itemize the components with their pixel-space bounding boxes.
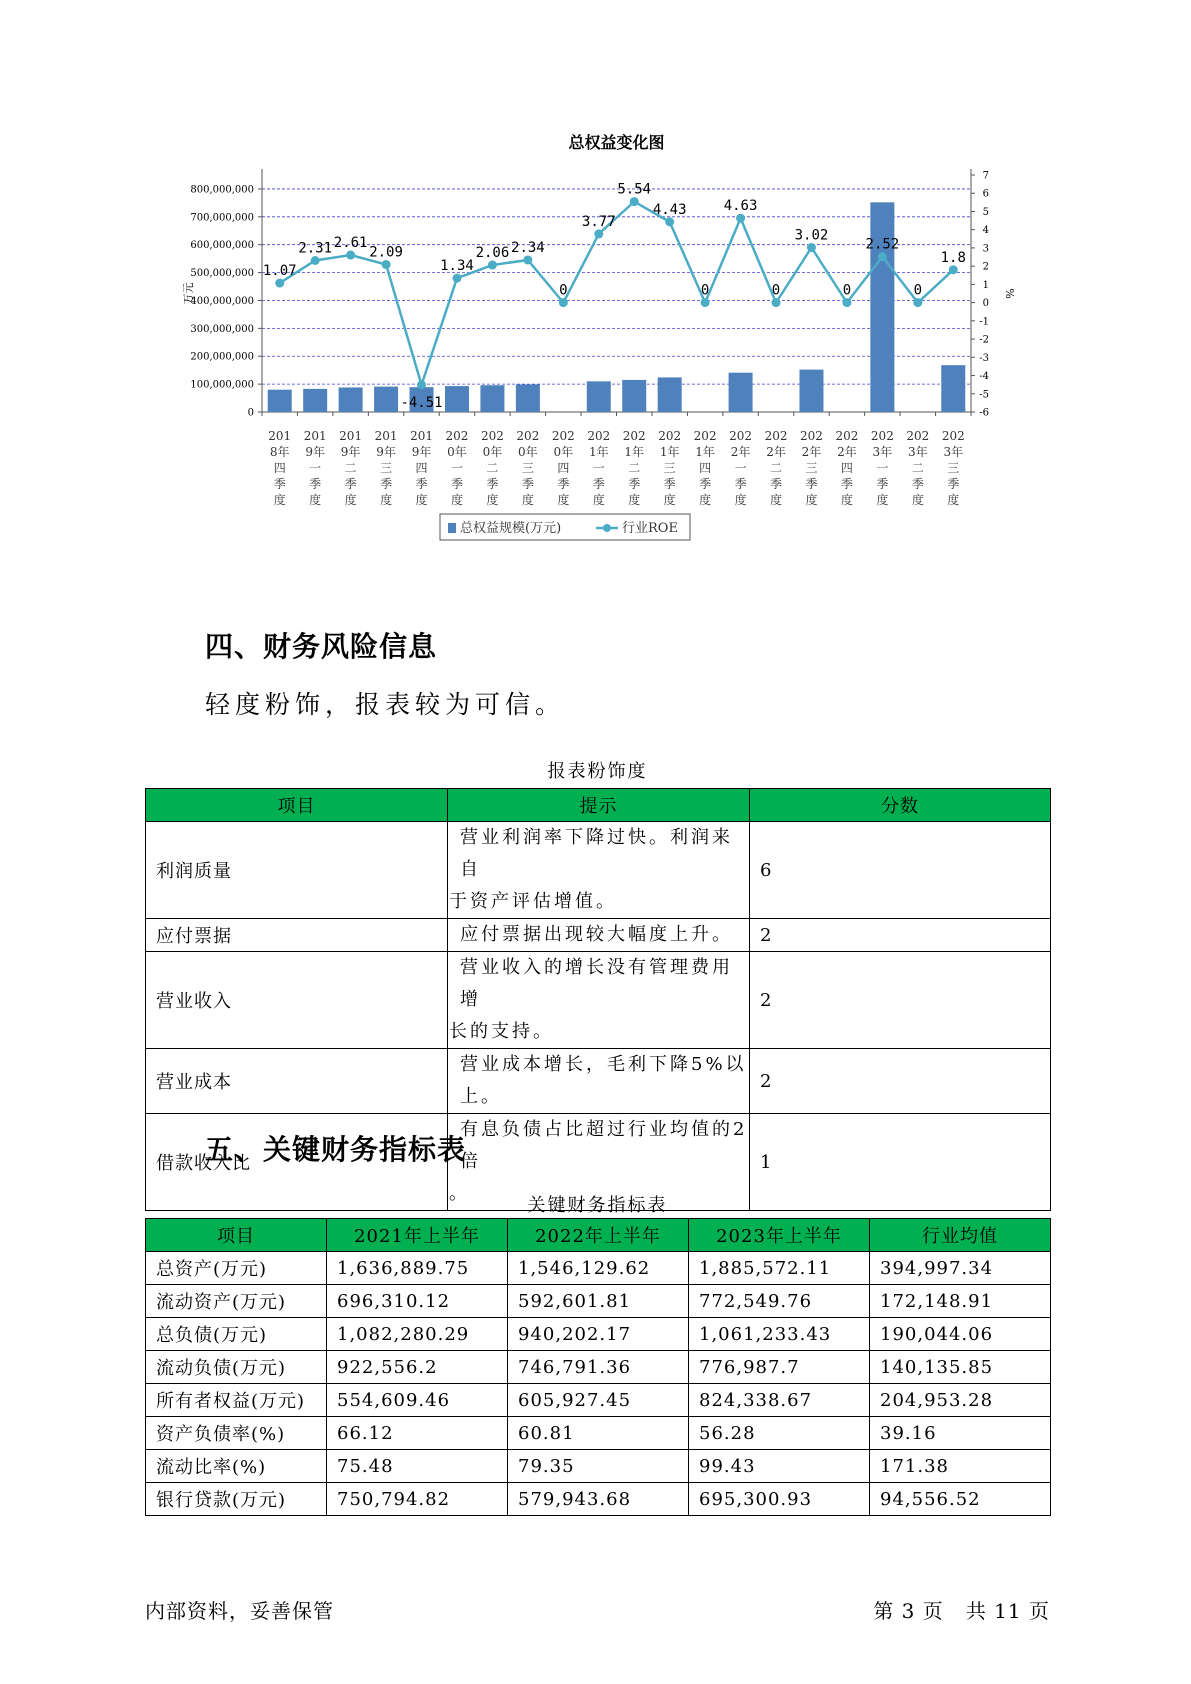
equity-bar xyxy=(374,387,398,412)
x-category-label-part: 202 xyxy=(906,429,930,443)
kpi-value-cell: 554,609.46 xyxy=(327,1384,508,1417)
x-category-label-part: 2年 xyxy=(766,445,786,459)
x-category-label-part: 三 xyxy=(663,461,676,475)
x-category-label-part: 二 xyxy=(911,461,924,475)
kpi-value-cell: 1,061,233.43 xyxy=(689,1318,870,1351)
x-category-label-part: 201 xyxy=(339,429,363,443)
right-tick-label: 6 xyxy=(982,188,989,200)
table-row xyxy=(146,1318,1051,1351)
x-category-label-part: 度 xyxy=(344,493,357,507)
right-tick-label: 0 xyxy=(982,298,989,310)
section5-heading: 五、关键财务指标表 xyxy=(205,1133,467,1166)
x-category-label-part: 3年 xyxy=(908,445,928,459)
x-category-label-part: 度 xyxy=(592,493,605,507)
x-category-label-part: 三 xyxy=(380,461,393,475)
kpi-value-cell: 940,202.17 xyxy=(508,1318,689,1351)
roe-point xyxy=(878,252,887,261)
risk-tip-line: 营业收入的增长没有管理费用增 xyxy=(460,957,733,1010)
risk-score-cell: 2 xyxy=(750,1049,1051,1114)
x-category-label-part: 一 xyxy=(309,461,322,475)
risk-tip-cell xyxy=(448,1049,750,1114)
x-category-label xyxy=(906,429,929,507)
legend-swatch-bar xyxy=(448,523,456,533)
roe-point xyxy=(949,265,958,274)
kpi-item-cell: 总资产(万元) xyxy=(146,1252,327,1285)
legend-swatch-marker xyxy=(603,524,611,532)
table-row xyxy=(146,919,1051,952)
x-category-label-part: 度 xyxy=(557,493,570,507)
column-header: 提示 xyxy=(448,789,750,822)
right-tick-label: -4 xyxy=(979,371,989,383)
risk-score-cell: 6 xyxy=(750,822,1051,919)
right-tick-label: -6 xyxy=(979,407,989,419)
x-category-label-part: 202 xyxy=(941,429,965,443)
kpi-item-cell: 流动负债(万元) xyxy=(146,1351,327,1384)
risk-table-header-row xyxy=(146,789,1051,822)
x-category-label-part: 8年 xyxy=(269,445,290,459)
x-category-label xyxy=(410,429,433,507)
x-category-label-part: 四 xyxy=(415,461,428,475)
x-category-label-part: 202 xyxy=(480,429,504,443)
kpi-value-cell: 750,794.82 xyxy=(327,1483,508,1516)
kpi-value-cell: 1,885,572.11 xyxy=(689,1252,870,1285)
roe-point xyxy=(311,256,320,265)
kpi-value-cell: 172,148.91 xyxy=(870,1285,1051,1318)
equity-bar xyxy=(799,370,823,412)
equity-bar xyxy=(870,202,894,412)
x-category-label-part: 0年 xyxy=(482,445,503,459)
left-tick-label: 200,000,000 xyxy=(190,351,254,363)
roe-point xyxy=(417,380,426,389)
equity-bar xyxy=(516,384,540,412)
roe-data-label: 2.34 xyxy=(511,239,545,256)
left-tick-label: 300,000,000 xyxy=(190,323,254,335)
x-category-label-part: 季 xyxy=(734,477,747,491)
x-category-label xyxy=(871,429,894,507)
x-category-label-part: 季 xyxy=(663,477,676,491)
roe-line xyxy=(280,202,954,385)
x-category-label-part: 1年 xyxy=(695,445,715,459)
table-row xyxy=(146,1252,1051,1285)
x-category-label-part: 202 xyxy=(587,429,611,443)
equity-bar xyxy=(587,381,611,412)
x-category-label xyxy=(658,429,681,507)
x-category-label-part: 202 xyxy=(516,429,540,443)
risk-item-cell: 应付票据 xyxy=(146,919,448,952)
equity-bar xyxy=(729,373,753,412)
kpi-item-cell: 银行贷款(万元) xyxy=(146,1483,327,1516)
x-category-label-part: 9年 xyxy=(305,445,325,459)
roe-data-label: 1.34 xyxy=(440,258,474,275)
roe-data-label: 2.52 xyxy=(865,236,900,253)
roe-point xyxy=(382,260,391,269)
left-tick-label: 400,000,000 xyxy=(190,295,254,307)
x-category-label-part: 季 xyxy=(911,477,924,491)
roe-point xyxy=(913,298,922,307)
roe-data-label: 2.31 xyxy=(298,240,333,257)
table-row xyxy=(146,1450,1051,1483)
roe-point xyxy=(701,298,710,307)
x-category-label-part: 度 xyxy=(947,493,960,507)
x-category-label xyxy=(375,429,398,507)
x-category-label-part: 季 xyxy=(521,477,534,491)
x-category-label xyxy=(729,429,752,507)
x-category-label-part: 季 xyxy=(840,477,853,491)
right-tick-label: -1 xyxy=(979,316,989,328)
risk-summary: 轻度粉饰，报表较为可信。 xyxy=(205,690,566,719)
kpi-value-cell: 592,601.81 xyxy=(508,1285,689,1318)
x-category-label-part: 1年 xyxy=(659,445,680,459)
right-tick-label: -2 xyxy=(979,334,989,346)
x-category-label-part: 9年 xyxy=(411,445,432,459)
x-category-label-part: 202 xyxy=(445,429,469,443)
roe-data-label: 0 xyxy=(913,282,923,299)
roe-data-label: 1.8 xyxy=(940,249,966,266)
risk-score-cell: 2 xyxy=(750,919,1051,952)
risk-table-caption: 报表粉饰度 xyxy=(547,761,648,782)
equity-bar xyxy=(658,377,682,412)
roe-data-label: 2.06 xyxy=(475,245,510,262)
x-category-label-part: 一 xyxy=(592,461,605,475)
x-category-label xyxy=(339,429,362,507)
x-category-label-part: 202 xyxy=(870,429,894,443)
kpi-value-cell: 79.35 xyxy=(508,1450,689,1483)
left-tick-label: 700,000,000 xyxy=(190,212,254,224)
equity-bar xyxy=(480,385,504,412)
x-category-label-part: 度 xyxy=(380,493,393,507)
left-axis-label: 万元 xyxy=(182,282,195,305)
x-category-label-part: 度 xyxy=(876,493,889,507)
equity-bar xyxy=(622,380,646,412)
right-tick-label: -3 xyxy=(979,352,989,364)
kpi-value-cell: 190,044.06 xyxy=(870,1318,1051,1351)
x-category-label-part: 度 xyxy=(840,493,853,507)
x-category-label xyxy=(552,429,575,507)
x-category-label-part: 2年 xyxy=(730,445,751,459)
table-row xyxy=(146,822,1051,919)
roe-data-label: 0 xyxy=(842,282,852,299)
kpi-value-cell: 605,927.45 xyxy=(508,1384,689,1417)
x-category-label-part: 二 xyxy=(344,461,357,475)
legend-label-bar: 总权益规模(万元) xyxy=(460,521,562,536)
right-tick-label: 3 xyxy=(982,243,989,255)
x-category-label-part: 四 xyxy=(699,461,712,475)
x-category-label-part: 度 xyxy=(273,493,286,507)
x-category-label-part: 202 xyxy=(729,429,753,443)
kpi-value-cell: 394,997.34 xyxy=(870,1252,1051,1285)
x-category-label xyxy=(304,429,327,507)
column-header: 2023年上半年 xyxy=(689,1219,870,1252)
x-category-label-part: 201 xyxy=(410,429,433,443)
roe-data-label: 0 xyxy=(700,282,710,299)
kpi-table xyxy=(145,1218,1051,1516)
kpi-value-cell: 776,987.7 xyxy=(689,1351,870,1384)
x-category-label xyxy=(765,429,788,507)
roe-data-label: 4.63 xyxy=(723,198,758,215)
x-category-label-part: 1年 xyxy=(624,445,645,459)
column-header: 分数 xyxy=(750,789,1051,822)
x-category-label-part: 度 xyxy=(805,493,818,507)
kpi-table-caption: 关键财务指标表 xyxy=(527,1195,668,1216)
roe-point xyxy=(594,229,603,238)
x-category-label-part: 201 xyxy=(303,429,327,443)
x-category-label-part: 三 xyxy=(805,461,818,475)
left-tick-label: 800,000,000 xyxy=(190,184,254,196)
x-category-label-part: 季 xyxy=(486,477,499,491)
roe-point xyxy=(772,298,781,307)
right-axis-label: % xyxy=(1003,288,1016,299)
kpi-value-cell: 60.81 xyxy=(508,1417,689,1450)
right-tick-label: 1 xyxy=(982,279,989,291)
table-row xyxy=(146,952,1051,1049)
x-category-label-part: 季 xyxy=(415,477,428,491)
x-category-label-part: 季 xyxy=(273,477,286,491)
roe-point xyxy=(488,261,497,270)
roe-point xyxy=(630,197,639,206)
kpi-value-cell: 204,953.28 xyxy=(870,1384,1051,1417)
x-category-label-part: 2年 xyxy=(837,445,857,459)
chart-title: 总权益变化图 xyxy=(568,133,665,152)
roe-point xyxy=(275,279,284,288)
kpi-value-cell: 695,300.93 xyxy=(689,1483,870,1516)
kpi-value-cell: 66.12 xyxy=(327,1417,508,1450)
risk-score-cell: 1 xyxy=(750,1114,1051,1211)
x-category-label-part: 季 xyxy=(450,477,463,491)
left-tick-label: 500,000,000 xyxy=(190,268,254,280)
risk-tip-line: 应付票据出现较大幅度上升。 xyxy=(460,924,733,945)
x-category-label-part: 202 xyxy=(658,429,682,443)
roe-data-label: 2.09 xyxy=(369,244,403,261)
kpi-value-cell: 171.38 xyxy=(870,1450,1051,1483)
x-category-label-part: 202 xyxy=(835,429,859,443)
x-category-label-part: 201 xyxy=(268,429,292,443)
x-category-label-part: 度 xyxy=(911,493,924,507)
roe-data-label: 3.77 xyxy=(581,213,616,230)
x-category-label-part: 201 xyxy=(374,429,398,443)
x-category-label-part: 度 xyxy=(734,493,747,507)
roe-point xyxy=(736,214,745,223)
kpi-value-cell: 56.28 xyxy=(689,1417,870,1450)
kpi-item-cell: 总负债(万元) xyxy=(146,1318,327,1351)
kpi-value-cell: 1,082,280.29 xyxy=(327,1318,508,1351)
x-category-label-part: 季 xyxy=(592,477,605,491)
section4-heading: 四、财务风险信息 xyxy=(205,630,438,663)
x-category-label xyxy=(623,429,646,507)
x-category-label-part: 3年 xyxy=(872,445,893,459)
x-category-label-part: 四 xyxy=(557,461,570,475)
x-category-label-part: 度 xyxy=(628,493,641,507)
x-category-label-part: 二 xyxy=(770,461,783,475)
x-category-label-part: 度 xyxy=(309,493,322,507)
x-category-label-part: 季 xyxy=(876,477,889,491)
risk-item-cell: 营业收入 xyxy=(146,952,448,1049)
x-category-label-part: 202 xyxy=(622,429,646,443)
x-category-label-part: 季 xyxy=(805,477,818,491)
risk-tip-cell xyxy=(448,952,750,1049)
kpi-value-cell: 696,310.12 xyxy=(327,1285,508,1318)
kpi-value-cell: 75.48 xyxy=(327,1450,508,1483)
x-category-label xyxy=(694,429,717,507)
risk-tip-line: 营业成本增长，毛利下降5%以上。 xyxy=(460,1054,747,1107)
legend-label-line: 行业ROE xyxy=(622,521,678,536)
right-tick-label: 5 xyxy=(982,206,989,218)
right-tick-label: -5 xyxy=(979,389,989,401)
kpi-value-cell: 579,943.68 xyxy=(508,1483,689,1516)
x-category-label xyxy=(800,429,823,507)
roe-data-label: 3.02 xyxy=(794,227,829,244)
roe-point xyxy=(807,243,816,252)
kpi-value-cell: 922,556.2 xyxy=(327,1351,508,1384)
equity-bar xyxy=(941,365,965,412)
left-tick-label: 600,000,000 xyxy=(190,240,254,252)
risk-tip-cell xyxy=(448,822,750,919)
left-tick-label: 100,000,000 xyxy=(190,379,254,391)
roe-point xyxy=(842,298,851,307)
x-category-label-part: 季 xyxy=(770,477,783,491)
x-category-label-part: 0年 xyxy=(553,445,574,459)
roe-data-label: 4.43 xyxy=(652,201,687,218)
x-category-label xyxy=(587,429,610,507)
x-category-label-part: 四 xyxy=(273,461,286,475)
roe-data-label: 0 xyxy=(771,282,781,299)
roe-data-label: 2.61 xyxy=(333,235,368,252)
x-category-label-part: 四 xyxy=(840,461,853,475)
kpi-value-cell: 1,546,129.62 xyxy=(508,1252,689,1285)
x-category-label-part: 202 xyxy=(800,429,823,443)
x-category-label-part: 2年 xyxy=(801,445,822,459)
x-category-label-part: 度 xyxy=(521,493,534,507)
x-category-label-part: 二 xyxy=(486,461,499,475)
x-category-label-part: 度 xyxy=(450,493,463,507)
risk-tip-line: 长的支持。 xyxy=(449,1021,554,1042)
roe-point xyxy=(346,251,355,260)
x-category-label-part: 度 xyxy=(699,493,712,507)
kpi-value-cell: 746,791.36 xyxy=(508,1351,689,1384)
x-category-label-part: 3年 xyxy=(943,445,964,459)
x-category-label-part: 1年 xyxy=(588,445,609,459)
x-category-label-part: 度 xyxy=(415,493,428,507)
kpi-value-cell: 824,338.67 xyxy=(689,1384,870,1417)
x-category-label-part: 202 xyxy=(551,429,575,443)
risk-item-cell: 借款收入比 xyxy=(146,1114,448,1211)
x-category-label-part: 季 xyxy=(947,477,960,491)
table-row xyxy=(146,1049,1051,1114)
right-tick-label: 7 xyxy=(982,170,989,182)
page-number: 第 3 页 共 11 页 xyxy=(873,1599,1050,1623)
roe-data-label: 5.54 xyxy=(617,181,652,198)
x-category-label xyxy=(835,429,858,507)
x-category-label-part: 三 xyxy=(947,461,960,475)
x-category-label-part: 度 xyxy=(486,493,499,507)
x-category-label xyxy=(446,429,469,507)
roe-point xyxy=(523,255,532,264)
equity-bar xyxy=(268,390,292,412)
equity-chart xyxy=(170,130,1030,600)
roe-point xyxy=(665,217,674,226)
left-tick-label: 0 xyxy=(247,407,254,419)
risk-tip-line: 。 xyxy=(449,1183,470,1204)
right-tick-label: 4 xyxy=(982,225,989,237)
kpi-value-cell: 1,636,889.75 xyxy=(327,1252,508,1285)
kpi-table-header-row xyxy=(146,1219,1051,1252)
risk-tip-cell xyxy=(448,919,750,952)
x-category-label-part: 0年 xyxy=(518,445,538,459)
roe-point xyxy=(452,274,461,283)
table-row xyxy=(146,1351,1051,1384)
chart-svg xyxy=(170,130,1030,600)
x-category-label-part: 季 xyxy=(309,477,322,491)
x-category-label-part: 202 xyxy=(693,429,717,443)
x-category-label-part: 一 xyxy=(876,461,889,475)
kpi-item-cell: 流动比率(%) xyxy=(146,1450,327,1483)
kpi-value-cell: 99.43 xyxy=(689,1450,870,1483)
equity-bar xyxy=(445,386,469,412)
risk-tip-line: 有息负债占比超过行业均值的2倍 xyxy=(460,1119,748,1172)
x-category-label xyxy=(942,429,965,507)
roe-point xyxy=(559,298,568,307)
table-row xyxy=(146,1384,1051,1417)
x-category-label-part: 度 xyxy=(663,493,676,507)
x-category-label-part: 度 xyxy=(770,493,783,507)
risk-tip-line: 于资产评估增值。 xyxy=(449,891,617,912)
table-row xyxy=(146,1285,1051,1318)
roe-data-label: -4.51 xyxy=(400,394,443,411)
column-header: 行业均值 xyxy=(870,1219,1051,1252)
footer-note: 内部资料，妥善保管 xyxy=(145,1599,334,1623)
kpi-value-cell: 94,556.52 xyxy=(870,1483,1051,1516)
column-header: 项目 xyxy=(146,789,448,822)
x-category-label-part: 0年 xyxy=(447,445,467,459)
column-header: 2022年上半年 xyxy=(508,1219,689,1252)
x-category-label xyxy=(481,429,504,507)
table-row xyxy=(146,1417,1051,1450)
table-row xyxy=(146,1483,1051,1516)
roe-data-label: 1.07 xyxy=(262,263,297,280)
equity-bar xyxy=(303,389,327,412)
x-category-label-part: 202 xyxy=(764,429,788,443)
roe-data-label: 0 xyxy=(559,282,568,299)
equity-bar xyxy=(339,387,363,412)
column-header: 项目 xyxy=(146,1219,327,1252)
x-category-label-part: 一 xyxy=(734,461,747,475)
kpi-item-cell: 所有者权益(万元) xyxy=(146,1384,327,1417)
x-category-label-part: 季 xyxy=(628,477,641,491)
x-category-label-part: 一 xyxy=(450,461,463,475)
kpi-value-cell: 140,135.85 xyxy=(870,1351,1051,1384)
x-category-label-part: 9年 xyxy=(376,445,396,459)
x-category-label xyxy=(268,429,291,507)
x-category-label-part: 9年 xyxy=(340,445,361,459)
x-category-label-part: 季 xyxy=(557,477,570,491)
kpi-item-cell: 资产负债率(%) xyxy=(146,1417,327,1450)
x-category-label xyxy=(516,429,539,507)
kpi-value-cell: 39.16 xyxy=(870,1417,1051,1450)
risk-item-cell: 营业成本 xyxy=(146,1049,448,1114)
risk-score-cell: 2 xyxy=(750,952,1051,1049)
kpi-item-cell: 流动资产(万元) xyxy=(146,1285,327,1318)
risk-item-cell: 利润质量 xyxy=(146,822,448,919)
x-category-label-part: 季 xyxy=(344,477,357,491)
risk-tip-line: 营业利润率下降过快。利润来自 xyxy=(460,827,733,880)
x-category-label-part: 季 xyxy=(380,477,393,491)
column-header: 2021年上半年 xyxy=(327,1219,508,1252)
right-tick-label: 2 xyxy=(982,261,989,273)
x-category-label-part: 二 xyxy=(628,461,641,475)
kpi-value-cell: 772,549.76 xyxy=(689,1285,870,1318)
x-category-label-part: 三 xyxy=(521,461,534,475)
x-category-label-part: 季 xyxy=(699,477,712,491)
